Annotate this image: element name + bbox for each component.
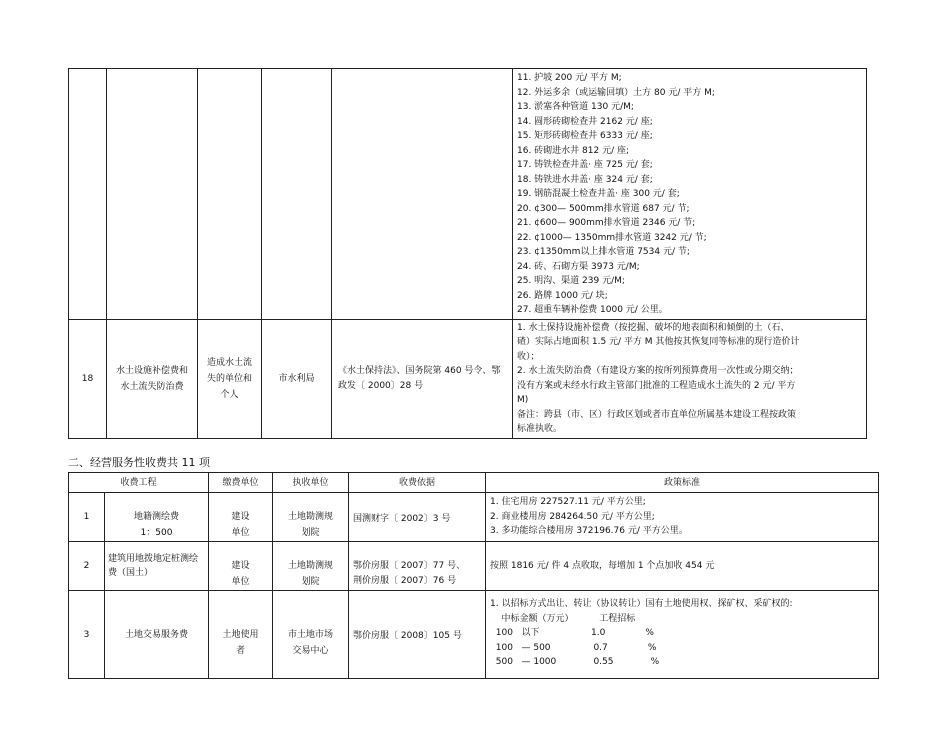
policy-cell — [513, 319, 867, 438]
payer-text: 建设 单位 — [231, 561, 250, 587]
unit-cell — [273, 542, 349, 591]
policy-line: 21. ¢600— 900mm排水管道 2346 元/ 节; — [517, 218, 696, 228]
policy-line: 碴）实际占地面积 1.5 元/ 平方 M 其他按其恢复同等标准的现行造价计 — [517, 337, 800, 347]
table-row — [69, 542, 879, 591]
policy-line: 20. ¢300— 500mm排水管道 687 元/ 节; — [517, 203, 690, 214]
payer-text: 土地使用 者 — [222, 629, 259, 656]
policy-cell — [486, 591, 879, 679]
payer-cell — [198, 319, 262, 438]
policy-line: 2. 水土流失防治费（有建设方案的按所列预算费用一次性或分期交纳； — [517, 366, 799, 376]
table-header-row — [69, 473, 879, 493]
basis-cell — [332, 69, 513, 320]
payer-cell — [209, 542, 273, 591]
unit-cell — [262, 69, 332, 320]
payer-cell — [209, 493, 273, 542]
policy-line: 17. 铸铁检查井盖· 座 725 元/ 套; — [517, 160, 653, 170]
basis-cell — [349, 542, 486, 591]
basis-cell — [349, 493, 486, 542]
payer-cell — [209, 591, 273, 679]
unit-cell — [273, 493, 349, 542]
policy-line: 备注：跨县（市、区）行政区划或者市直单位所属基本建设工程按政策 — [517, 409, 797, 420]
no-cell: 1 — [69, 493, 105, 542]
policy-line: 23. ¢1350mm以上排水管道 7534 元/ 节; — [517, 247, 690, 257]
no-cell: 3 — [69, 591, 105, 679]
policy-line: 12. 外运多余（或运输回填）土方 80 元/ 平方 M; — [517, 87, 715, 98]
header-cell: 执收单位 — [273, 473, 349, 493]
basis-text: 鄂价房服〔 2008〕105 号 — [353, 631, 462, 641]
policy-line: 100 — 500 0.7 % — [490, 642, 657, 653]
name-cell: 土地交易服务费 — [105, 591, 209, 679]
unit-text: 土地勘测规 划院 — [288, 561, 334, 587]
policy-line: 3. 多功能综合楼用房 372196.76 元/ 平方公里。 — [490, 526, 688, 537]
payer-text: 造成水土流失的单位和个人 — [206, 357, 252, 400]
table-row — [69, 319, 867, 438]
policy-line: 19. 钢筋混凝土检查井盖· 座 300 元/ 套; — [517, 189, 680, 199]
policy-line: 100 以下 1.0 % — [490, 628, 654, 638]
unit-text: 土地勘测规 划院 — [288, 512, 334, 538]
policy-line: 2. 商业楼用房 284264.50 元/ 平方公里; — [490, 511, 655, 522]
unit-cell: 市水利局 — [262, 319, 332, 438]
section-title: 二、经营服务性收费共 11 项 — [68, 456, 210, 469]
payer-text: 建设 单位 — [231, 512, 250, 538]
name-cell — [105, 542, 209, 591]
basis-text: 鄂价房服〔 2007〕77 号、 荆价房服〔 2007〕76 号 — [353, 560, 466, 586]
policy-line: 标准执收。 — [517, 424, 563, 434]
policy-line: 500 — 1000 0.55 % — [490, 657, 660, 667]
fee-name: 水土设施补偿费和水土流失防治费 — [115, 365, 188, 392]
policy-line: 16. 砖砌进水井 812 元/ 座; — [517, 145, 629, 156]
basis-cell — [332, 319, 513, 438]
policy-line: 27. 超重车辆补偿费 1000 元/ 公里。 — [517, 305, 668, 315]
basis-cell — [349, 591, 486, 679]
policy-cell — [486, 542, 879, 591]
name-cell — [105, 493, 209, 542]
no-cell: 18 — [69, 319, 107, 438]
name-cell — [107, 319, 198, 438]
basis-text: 国测财字〔 2002〕3 号 — [353, 513, 451, 524]
policy-line: 18. 铸铁进水井盖· 座 324 元/ 套; — [517, 174, 653, 185]
policy-line: 按照 1816 元/ 件 4 点收取，每增加 1 个点加收 454 元 — [490, 560, 715, 571]
policy-line: 26. 路牌 1000 元/ 块; — [517, 290, 608, 301]
basis-text: 《水土保持法》、国务院第 460 号令、鄂政发〔 2000〕28 号 — [338, 365, 501, 391]
policy-line: 1. 以招标方式出让、转让（协议转让）国有土地使用权、探矿权、采矿权的: — [490, 599, 793, 609]
header-cell: 收费依据 — [349, 473, 486, 493]
policy-line: 24. 砖、石砌方渠 3973 元/M; — [517, 261, 640, 272]
fee-table-service — [68, 472, 879, 679]
header-cell: 收费工程 — [69, 473, 209, 493]
header-cell: 缴费单位 — [209, 473, 273, 493]
policy-line: 中标金额（万元） 工程招标 — [490, 613, 636, 624]
policy-cell — [486, 493, 879, 542]
no-cell: 2 — [69, 542, 105, 591]
unit-text: 市土地市场 交易中心 — [288, 629, 334, 656]
policy-line: 没有方案或未经水行政主管部门批准的工程造成水土流失的 2 元/ 平方 — [517, 380, 796, 391]
policy-line: 25. 明沟、渠道 239 元/M; — [517, 276, 625, 286]
fee-name: 建筑用地拨地定桩测绘费（国土） — [108, 554, 199, 578]
table-row — [69, 69, 867, 320]
policy-line: 15. 矩形砖砌检查井 6333 元/ 座; — [517, 131, 653, 141]
name-cell — [107, 69, 198, 320]
header-cell: 政策标准 — [486, 473, 879, 493]
table-row — [69, 493, 879, 542]
policy-line: 11. 护坡 200 元/ 平方 M; — [517, 73, 622, 83]
policy-line: M) — [517, 395, 529, 405]
policy-line: 1. 住宅用房 227527.11 元/ 平方公里; — [490, 497, 646, 508]
unit-cell — [273, 591, 349, 679]
policy-line: 1. 水土保持设施补偿费（按挖掘、破坏的地表面积和倾倒的土（石、 — [517, 322, 790, 333]
no-cell — [69, 69, 107, 320]
fee-name: 地籍测绘费 1：500 — [134, 512, 180, 538]
fee-table-administrative — [68, 68, 867, 439]
policy-line: 14. 圆形砖砌检查井 2162 元/ 座; — [517, 116, 653, 127]
table-row — [69, 591, 879, 679]
policy-line: 22. ¢1000— 1350mm排水管道 3242 元/ 节; — [517, 232, 707, 243]
policy-line: 13. 淤塞各种管道 130 元/M; — [517, 102, 634, 112]
policy-line: 收）； — [517, 351, 540, 362]
policy-cell — [513, 69, 867, 320]
payer-cell — [198, 69, 262, 320]
